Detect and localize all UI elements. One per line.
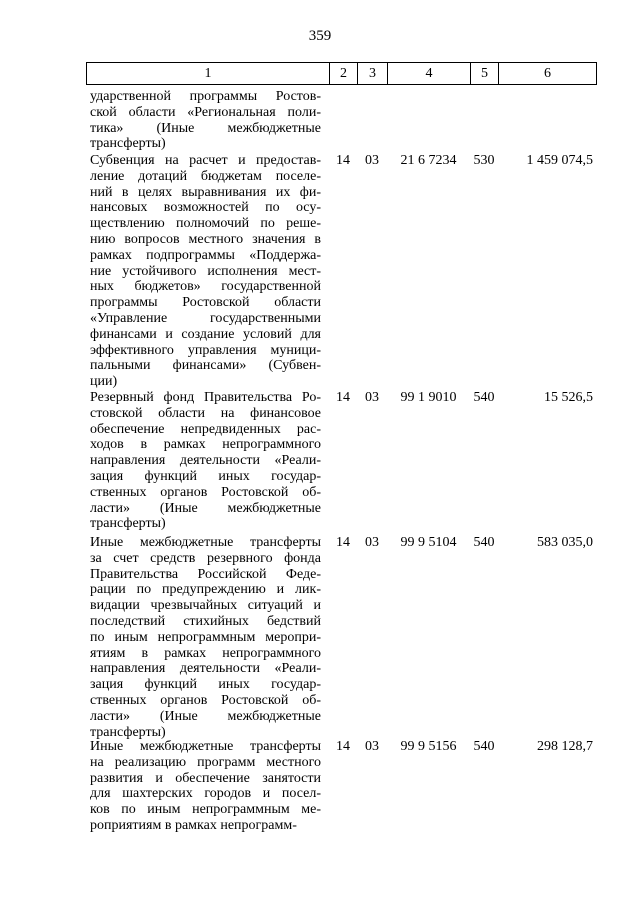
cell-c6: 583 035,0 (537, 535, 593, 550)
description-line: зация функций иных государ- (90, 468, 321, 484)
description-line: нансовых возможностей по осу- (90, 200, 321, 216)
description-line: рамках подпрограммы «Поддержа- (90, 247, 321, 263)
description-line: Резервный фонд Правительства Ро- (90, 390, 321, 405)
description-line: Правительства Российской Феде- (90, 566, 321, 582)
description-line: стовской области на финансовое (90, 405, 321, 421)
cell-c2: 14 (336, 739, 350, 754)
cell-c5: 540 (473, 739, 495, 754)
description-line: «Управление государственными (90, 310, 321, 326)
description-line: рации по предупреждению и лик- (90, 582, 321, 598)
row-description (90, 89, 321, 152)
cell-c3: 03 (365, 739, 379, 754)
description-line: обеспечение непредвиденных рас- (90, 421, 321, 437)
description-line: видации чрезвычайных ситуаций и (90, 598, 321, 614)
description-line: ственных органов Ростовской об- (90, 484, 321, 500)
cell-c4: 21 6 7234 (400, 153, 457, 168)
cell-c4: 99 9 5104 (400, 535, 457, 550)
description-line: нию вопросов местного значения в (90, 231, 321, 247)
header-col-1: 1 (87, 63, 330, 84)
cell-c2: 14 (336, 390, 350, 405)
row-description (90, 390, 321, 532)
description-line: ласти» (Иные межбюджетные (90, 500, 321, 516)
description-line: трансферты) (90, 136, 166, 152)
description-line: ществлению полномочий по реше- (90, 216, 321, 232)
row-description (90, 535, 321, 740)
cell-c4: 99 1 9010 (400, 390, 457, 405)
description-line: Субвенция на расчет и предостав- (90, 153, 321, 168)
description-line: развития и обеспечение занятости (90, 770, 321, 786)
description-line: ятиям в рамках непрограммного (90, 645, 321, 661)
header-col-3: 3 (358, 63, 388, 84)
description-line: ний в целях выравнивания их фи- (90, 184, 321, 200)
description-line: Иные межбюджетные трансферты (90, 739, 321, 754)
cell-c5: 530 (473, 153, 495, 168)
cell-c6: 298 128,7 (537, 739, 593, 754)
description-line: пальными финансами» (Субвен- (90, 358, 321, 374)
description-line: ние устойчивого исполнения мест- (90, 263, 321, 279)
description-line: ственных органов Ростовской об- (90, 692, 321, 708)
description-line: финансами и создание условий для (90, 326, 321, 342)
description-line: за счет средств резервного фонда (90, 550, 321, 566)
description-line: на реализацию программ местного (90, 754, 321, 770)
cell-c2: 14 (336, 153, 350, 168)
description-line: ных бюджетов» государственной (90, 279, 321, 295)
description-line: ков по иным непрограммным ме- (90, 802, 321, 818)
cell-c2: 14 (336, 535, 350, 550)
description-line: для шахтерских городов и посел- (90, 786, 321, 802)
header-col-4: 4 (388, 63, 471, 84)
cell-c6: 15 526,5 (544, 390, 593, 405)
description-line: направления деятельности «Реали- (90, 453, 321, 469)
description-line: направления деятельности «Реали- (90, 661, 321, 677)
cell-c4: 99 9 5156 (400, 739, 457, 754)
cell-c6: 1 459 074,5 (526, 153, 593, 168)
description-line: роприятиям в рамках непрограмм- (90, 817, 297, 833)
description-line: зация функций иных государ- (90, 677, 321, 693)
cell-c5: 540 (473, 535, 495, 550)
header-col-2: 2 (330, 63, 358, 84)
cell-c3: 03 (365, 535, 379, 550)
description-line: трансферты) (90, 724, 166, 740)
description-line: программы Ростовской области (90, 295, 321, 311)
description-line: Иные межбюджетные трансферты (90, 535, 321, 550)
description-line: ции) (90, 374, 118, 390)
description-line: по иным непрограммным меропри- (90, 629, 321, 645)
header-col-6: 6 (544, 66, 551, 81)
description-line: ходов в рамках непрограммного (90, 437, 321, 453)
table-header (86, 62, 597, 85)
row-description (90, 153, 321, 390)
description-line: ласти» (Иные межбюджетные (90, 708, 321, 724)
description-line: ление дотаций бюджетам поселе- (90, 168, 321, 184)
cell-c3: 03 (365, 390, 379, 405)
page-number: 359 (308, 28, 332, 44)
cell-c3: 03 (365, 153, 379, 168)
cell-c5: 540 (473, 390, 495, 405)
description-line: трансферты) (90, 516, 166, 532)
description-line: ской области «Региональная поли- (90, 104, 321, 120)
row-description (90, 739, 321, 834)
description-line: ударственной программы Ростов- (90, 89, 321, 104)
description-line: последствий стихийных бедствий (90, 613, 321, 629)
description-line: эффективного управления муници- (90, 342, 321, 358)
header-col-5: 5 (471, 63, 499, 84)
description-line: тика» (Иные межбюджетные (90, 120, 321, 136)
